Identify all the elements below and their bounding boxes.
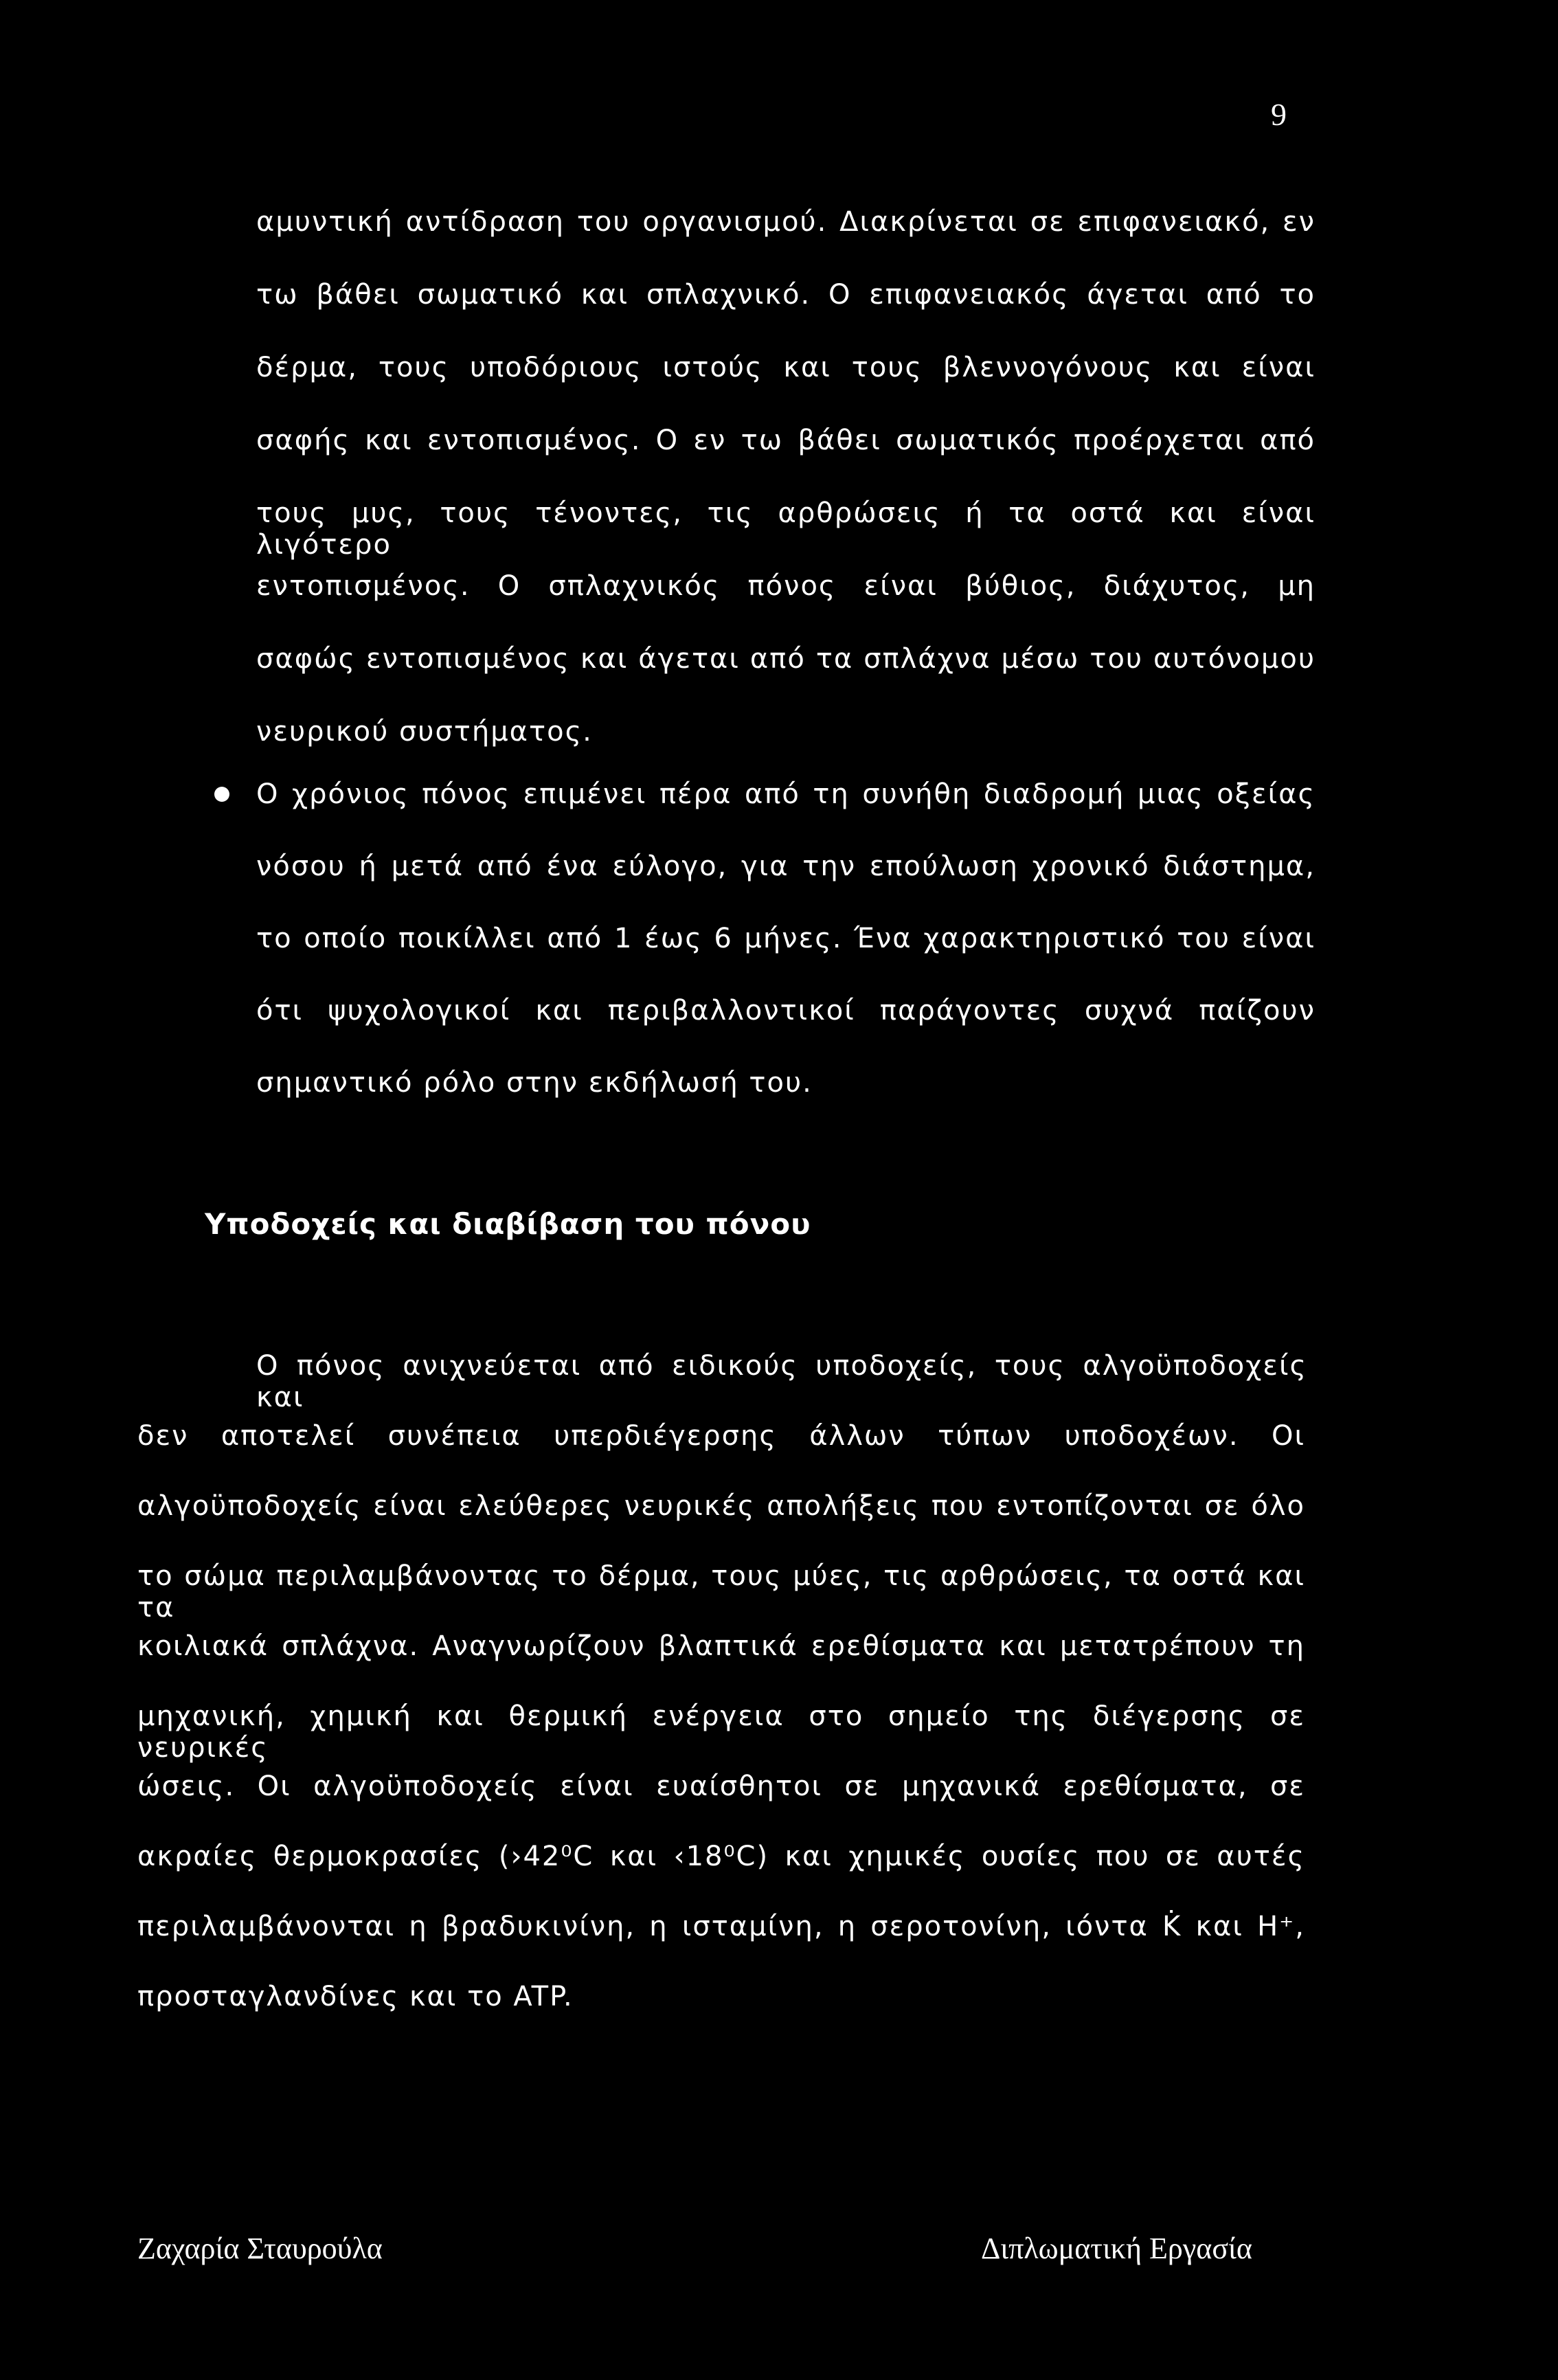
page-number: 9 <box>1271 97 1287 132</box>
text-line: κοιλιακά σπλάχνα. Αναγνωρίζουν βλαπτικά ερεθίσματα και μετατρέπουν τη <box>137 1630 1305 1662</box>
text-line: περιλαμβάνονται η βραδυκινίνη, η ισταμίνη, η σεροτονίνη, ιόντα K̇ και H⁺, <box>137 1911 1305 1942</box>
text-line: ώσεις. Οι αλγοϋποδοχείς είναι ευαίσθητοι σε μηχανικά ερεθίσματα, σε <box>137 1771 1305 1802</box>
footer-author: Ζαχαρία Σταυρούλα <box>137 2232 383 2265</box>
bullet-dot-icon <box>214 787 229 802</box>
text-line: αλγοϋποδοχείς είναι ελεύθερες νευρικές απολήξεις που εντοπίζονται σε όλο <box>137 1490 1305 1522</box>
text-line: σαφής και εντοπισμένος. Ο εν τω βάθει σωματικός προέρχεται από <box>256 425 1316 456</box>
text-line: Ο χρόνιος πόνος επιμένει πέρα από τη συνήθη διαδρομή μιας οξείας <box>256 778 1316 810</box>
text-line: τους μυς, τους τένοντες, τις αρθρώσεις ή τα οστά και είναι λιγότερο <box>256 497 1316 561</box>
text-line: εντοπισμένος. Ο σπλαχνικός πόνος είναι βύθιος, διάχυτος, μη <box>256 570 1316 602</box>
text-line: σαφώς εντοπισμένος και άγεται από τα σπλάχνα μέσω του αυτόνομου <box>256 643 1316 675</box>
text-line: Ο πόνος ανιχνεύεται από ειδικούς υποδοχείς, τους αλγοϋποδοχείς και <box>256 1350 1307 1413</box>
text-line: το οποίο ποικίλλει από 1 έως 6 μήνες. Ένα χαρακτηριστικό του είναι <box>256 923 1316 954</box>
text-line: νευρικού συστήματος. <box>256 716 593 748</box>
footer-title: Διπλωματική Εργασία <box>981 2232 1252 2265</box>
section-heading: Υποδοχείς και διαβίβαση του πόνου <box>205 1207 811 1241</box>
text-line: νόσου ή μετά από ένα εύλογο, για την επούλωση χρονικό διάστημα, <box>256 851 1316 882</box>
text-line: τω βάθει σωματικό και σπλαχνικό. Ο επιφανειακός άγεται από το <box>256 279 1316 311</box>
text-line: ότι ψυχολογικοί και περιβαλλοντικοί παράγοντες συχνά παίζουν <box>256 995 1316 1026</box>
text-line: σημαντικό ρόλο στην εκδήλωσή του. <box>256 1067 813 1099</box>
text-line: δέρμα, τους υποδόριους ιστούς και τους βλεννογόνους και είναι <box>256 352 1316 383</box>
text-line: αμυντική αντίδραση του οργανισμού. Διακρίνεται σε επιφανειακό, εν <box>256 206 1316 238</box>
text-line: το σώμα περιλαμβάνοντας το δέρμα, τους μύες, τις αρθρώσεις, τα οστά και τα <box>137 1560 1305 1624</box>
text-line: προσταγλανδίνες και το ATP. <box>137 1981 574 2012</box>
text-line: μηχανική, χημική και θερμική ενέργεια στο σημείο της διέγερσης σε νευρικές <box>137 1700 1305 1764</box>
text-line: δεν αποτελεί συνέπεια υπερδιέγερσης άλλων τύπων υποδοχέων. Οι <box>137 1420 1305 1452</box>
text-line: ακραίες θερμοκρασίες (›42⁰C και ‹18⁰C) και χημικές ουσίες που σε αυτές <box>137 1841 1305 1872</box>
